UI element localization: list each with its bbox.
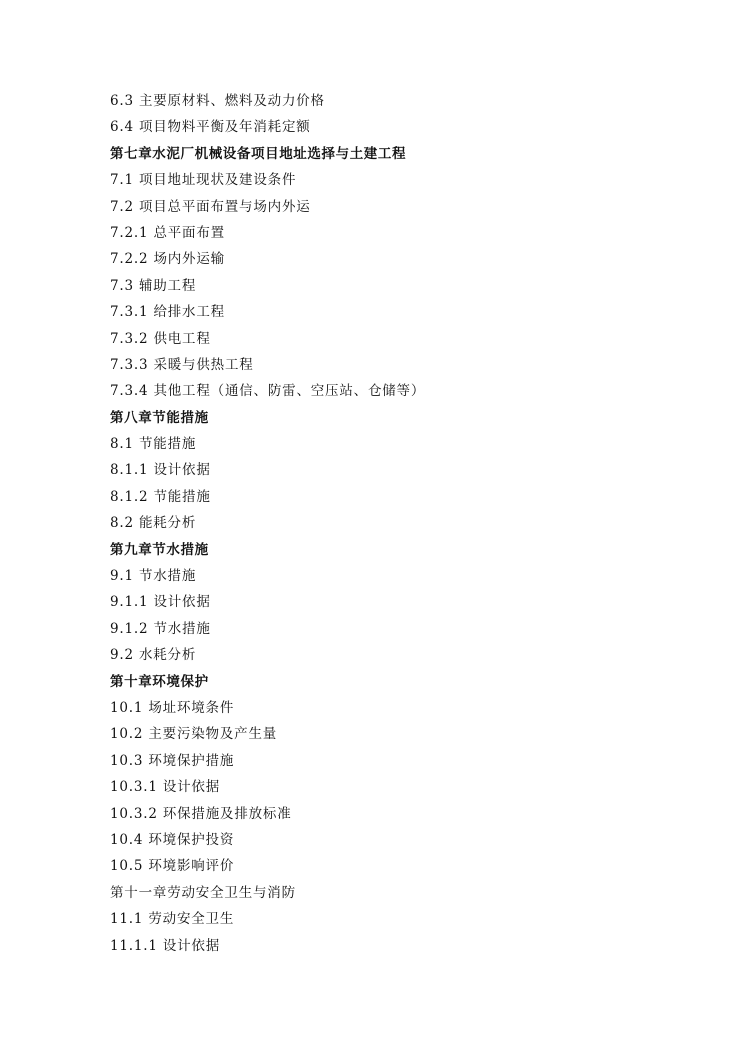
- toc-entry: 11.1.1 设计依据: [110, 937, 221, 954]
- toc-entry: 8.1.1 设计依据: [110, 462, 211, 479]
- toc-entry: 7.3.3 采暖与供热工程: [110, 356, 254, 373]
- toc-chapter-heading: 第七章水泥厂机械设备项目地址选择与土建工程: [110, 145, 407, 162]
- toc-entry: 6.3 主要原材料、燃料及动力价格: [110, 93, 325, 109]
- toc-entry: 10.3 环境保护措施: [110, 752, 235, 769]
- toc-entry: 7.1 项目地址现状及建设条件: [110, 172, 297, 189]
- toc-chapter-heading: 第八章节能措施: [110, 409, 209, 426]
- toc-entry: 8.2 能耗分析: [110, 515, 197, 532]
- toc-entry: 7.2.2 场内外运输: [110, 251, 225, 268]
- table-of-contents: [110, 88, 670, 959]
- toc-entry: 10.3.1 设计依据: [110, 779, 221, 796]
- toc-entry: 11.1 劳动安全卫生: [110, 911, 235, 928]
- toc-entry: 第十一章劳动安全卫生与消防: [110, 884, 296, 901]
- toc-entry: 10.5 环境影响评价: [110, 858, 235, 875]
- toc-chapter-heading: 第十章环境保护: [110, 673, 209, 690]
- toc-entry: 7.3.1 给排水工程: [110, 304, 225, 321]
- toc-entry: 7.2.1 总平面布置: [110, 224, 225, 241]
- toc-entry: 7.3 辅助工程: [110, 277, 197, 294]
- toc-entry: 10.2 主要污染物及产生量: [110, 726, 278, 743]
- toc-entry: 9.1.1 设计依据: [110, 594, 211, 611]
- toc-chapter-heading: 第九章节水措施: [110, 541, 209, 558]
- toc-entry: 6.4 项目物料平衡及年消耗定额: [110, 119, 311, 136]
- toc-entry: 10.4 环境保护投资: [110, 831, 235, 848]
- toc-entry: 7.3.4 其他工程（通信、防雷、空压站、仓储等）: [110, 383, 426, 400]
- toc-entry: 9.1.2 节水措施: [110, 620, 211, 637]
- toc-entry: 7.2 项目总平面布置与场内外运: [110, 198, 311, 215]
- toc-entry: 9.2 水耗分析: [110, 647, 197, 664]
- toc-entry: 8.1 节能措施: [110, 436, 197, 453]
- toc-entry: 8.1.2 节能措施: [110, 488, 211, 505]
- toc-entry: 10.1 场址环境条件: [110, 699, 235, 716]
- toc-entry: 7.3.2 供电工程: [110, 330, 211, 347]
- toc-entry: 10.3.2 环保措施及排放标准: [110, 805, 292, 822]
- toc-entry: 9.1 节水措施: [110, 568, 197, 585]
